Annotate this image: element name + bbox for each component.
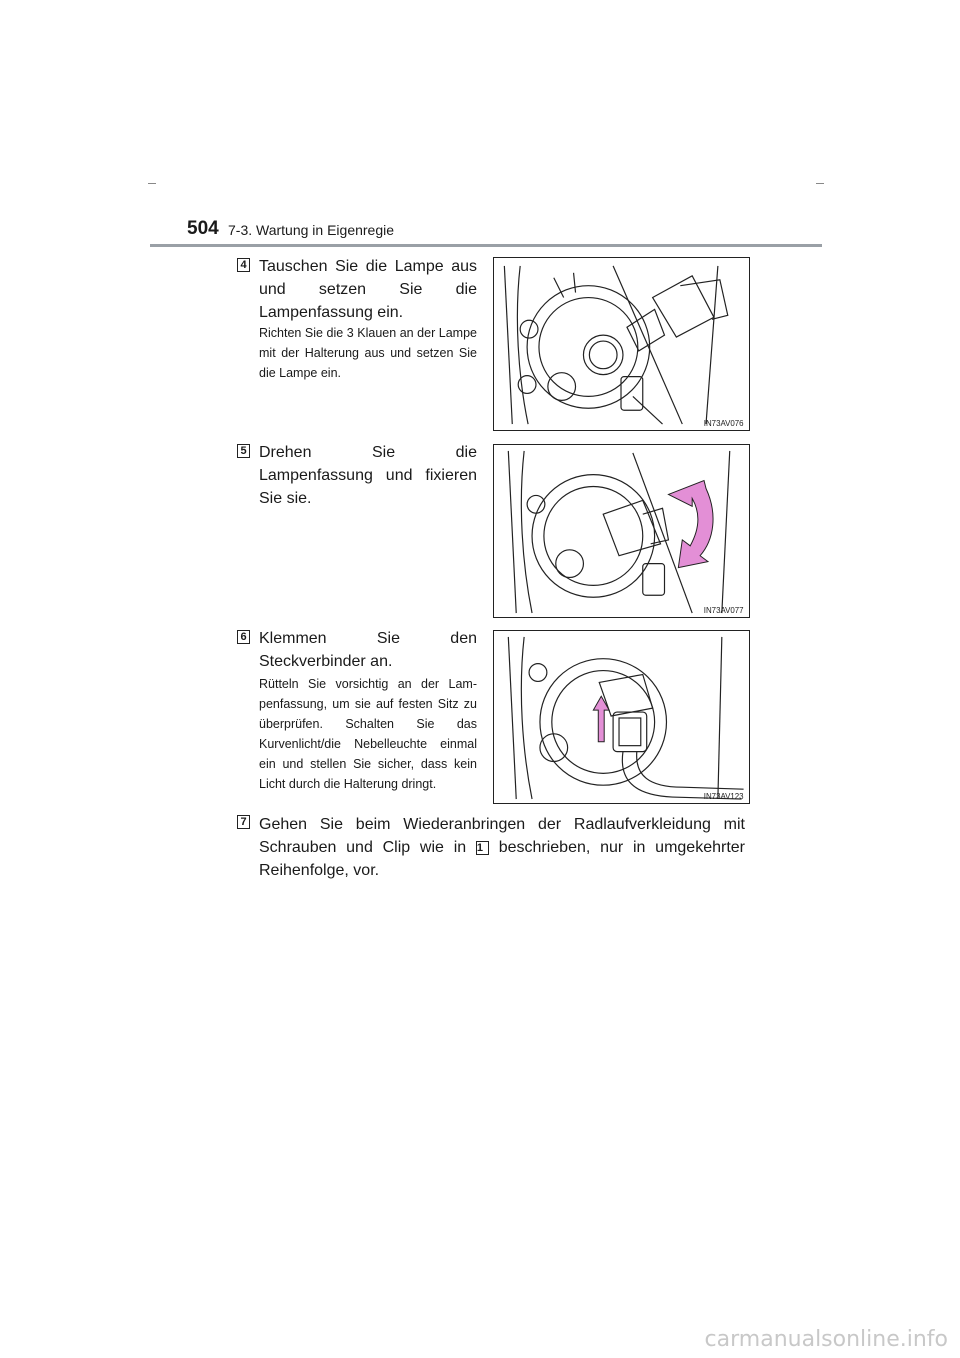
step-7-text-after: beschrieben, nur in umgekehrter Reihenfolge, vor. bbox=[259, 839, 745, 879]
figure-bulb-replace bbox=[493, 257, 750, 431]
page-number: 504 bbox=[187, 218, 219, 239]
step-7-text bbox=[259, 813, 745, 882]
step-badge-7: 7 bbox=[237, 815, 250, 829]
step-5-title: Drehen Sie die Lampenfassung und fixieren Sie sie. bbox=[259, 444, 477, 507]
step-4-note: Richten Sie die 3 Klauen an der Lampe mit der Halterung aus und setzen Sie die Lampe ein. bbox=[259, 326, 477, 380]
watermark: carmanualsonline.info bbox=[704, 1327, 948, 1352]
section-title: 7-3. Wartung in Eigenregie bbox=[228, 222, 395, 238]
step-6-note: Rütteln Sie vorsichtig an der Lampenfassung, um sie auf festen Sitz zu überprüfen. Schalten Sie das Kurvenlicht/die Nebelleuchte einmal ein und stellen Sie sicher, dass kein Licht durch die Halterung dringt. bbox=[259, 677, 477, 791]
step-7-text-before: Gehen Sie beim Wiederanbringen der Radlaufverkleidung mit Schrauben und Clip wie in bbox=[259, 816, 745, 856]
connector-illustration bbox=[494, 631, 749, 803]
header-rule bbox=[150, 244, 822, 247]
rotate-arrow bbox=[668, 481, 713, 568]
figure-id-6: IN73AV123 bbox=[703, 792, 744, 802]
step-badge-4: 4 bbox=[237, 258, 250, 272]
step-badge-5: 5 bbox=[237, 444, 250, 458]
step-4-title: Tauschen Sie die Lampe aus und setzen Sie die Lampenfassung ein. bbox=[259, 258, 477, 321]
step-ref-badge-1: 1 bbox=[476, 841, 489, 855]
figure-id-4: IN73AV076 bbox=[703, 419, 744, 429]
bulb-replace-illustration bbox=[494, 258, 749, 430]
bulb-rotate-illustration bbox=[494, 445, 749, 617]
figure-bulb-rotate bbox=[493, 444, 750, 618]
figure-id-5: IN73AV077 bbox=[703, 606, 744, 616]
crop-mark-left bbox=[148, 183, 156, 184]
figure-connector bbox=[493, 630, 750, 804]
crop-mark-right bbox=[816, 183, 824, 184]
step-6-title: Klemmen Sie den Steckverbinder an. bbox=[259, 630, 477, 670]
step-badge-6: 6 bbox=[237, 630, 250, 644]
